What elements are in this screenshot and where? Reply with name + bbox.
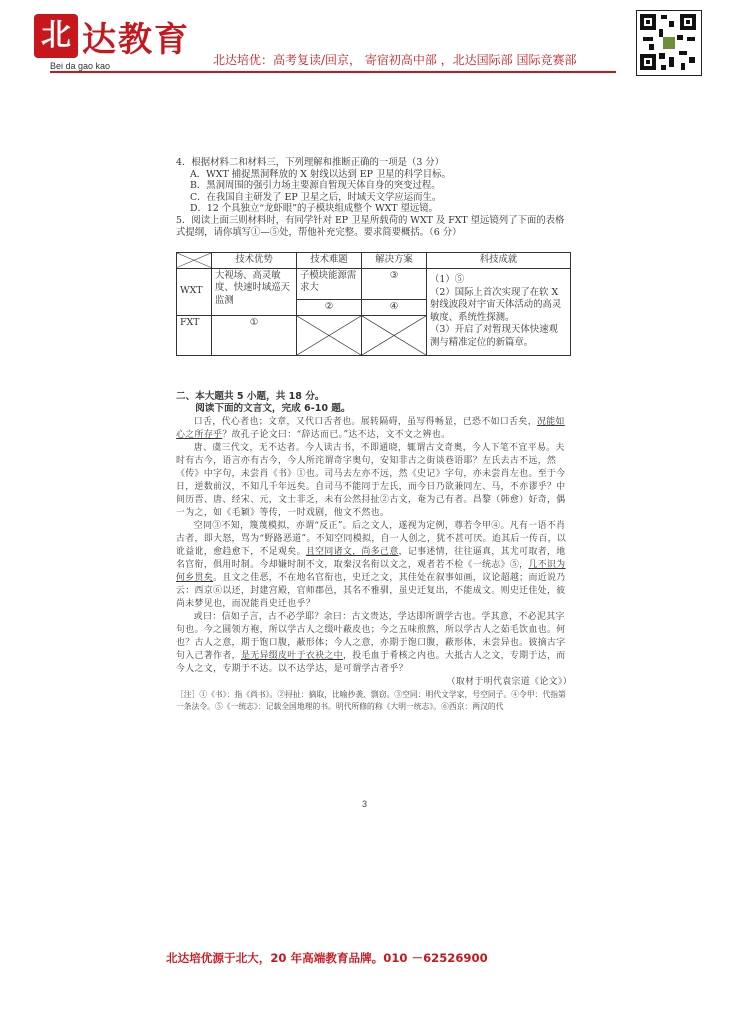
achievement-3: （3）开启了对暂现天体快速观测与精准定位的新篇章。 (430, 324, 558, 348)
section-2-instruction: 阅读下面的文言文，完成 6-10 题。 (195, 402, 351, 414)
p3-text-c: 。且文之佳恶，不在地名官衔也，史迁之文，其佳处在叙事如画，议论超越；而近说乃云：西京⑥以还，封建宫殿，官师郡邑，其名不雅驯，虽史迁复出，不能成文。则史迁佳处，彼尚未梦见也，而况能肖史迁也乎？ (176, 573, 566, 610)
table-header-solution: 解决方案 (362, 253, 427, 269)
table-header-problem: 技术难题 (297, 253, 362, 269)
blank-4-cell: ④ (362, 299, 427, 315)
p4-underlined: 是无异缀皮叶于衣袂之中 (240, 651, 343, 662)
header-rule (50, 71, 616, 73)
section-2 (176, 391, 572, 713)
q4-option-b: B．黑洞周围的强引力场主要源自暂现天体自身的突变过程。 (190, 180, 441, 192)
p3-underlined-1: 且空同诸文，尚多己意 (305, 547, 399, 558)
blank-3-cell: ③ (362, 268, 427, 299)
passage-paragraph-4 (176, 611, 572, 676)
q4-option-a: A．WXT 捕捉黑洞释放的 X 射线以达到 EP 卫星的科学目标。 (190, 168, 451, 180)
q4-stem: 4．根据材料二和材料三，下列理解和推断正确的一项是（3 分） (176, 157, 445, 168)
p3-text-b: ，记事述情，往往逼真，其尤可取者，地名官衔，俱用时制。今却嫌时制不文，取秦汉名衔以文之，观者若不检《一统志》⑤， (176, 547, 566, 571)
table-row-label-wxt: WXT (177, 268, 212, 315)
logo-mark: 北 (34, 14, 78, 58)
p3-underlined-2: 几不识为何乡贯矣 (176, 560, 566, 584)
outline-table (176, 252, 571, 356)
qr-code-icon (636, 10, 702, 76)
crossed-cell-problem (297, 315, 362, 355)
q4-option-c: C．在我国自主研发了 EP 卫星之后，时域天文学应运而生。 (190, 191, 442, 203)
passage-paragraph-2: 唐、虞三代文，无不达者。今人读古书，不即通晓，辄谓古文奇奥，今人下笔不宜平易。夫时有古今，语言亦有古今，今人所诧谓奇字奥句，安知非古之街谈巷语耶？左氏去古不远，然《传》中字句，未尝肖《书》①也。司马去左亦不远，然《史记》字句，亦未尝肖左也。至于今日，逆数前汉，不知几千年远矣。自司马不能同于左氏，而今日乃欲兼同左、马，不亦谬乎？中间历晋、唐、经宋、元，文士非乏，未有公然挦扯②古文，奄为己有者。昌黎（韩愈）好奇，偶一为之，如《毛颖》等传，一时戏剧，他文不然也。 (176, 443, 566, 519)
passage-paragraph-1 (176, 416, 572, 442)
p4-text-a: 或曰：信如子言，古不必学耶？余曰：古文贵达，学达即所谓学古也。学其意，不必泥其字句也。今之圆领方袍，所以学古人之缀叶蔽皮也；今之五味煎熬，所以学古人之茹毛饮血也。何也？古人之意，期于饱口腹，蔽形体；今人之意，亦期于饱口腹，蔽形体，未尝异也。彼摘古字句入己著作者， (176, 612, 566, 662)
q5-stem-line-2: 式提纲，请你填写①—⑤处，帮他补充完整。要求简要概括。（6 分） (176, 226, 462, 238)
table-row-label-fxt: FXT (177, 315, 212, 355)
table-header-advantage: 技术优势 (212, 253, 297, 269)
wxt-problem-cell: 子模块能源需求大 (297, 268, 362, 299)
q4-option-d: D．12 个具独立“龙虾眼”的子模块组成整个 WXT 望远镜。 (190, 203, 439, 215)
p1-text-c: ？故孔子论文曰：“辞达而已。”达不达，文不文之辨也。 (222, 430, 451, 441)
section-2-heading: 二、本大题共 5 小题，共 18 分。 (176, 391, 325, 402)
page-number: 3 (362, 799, 368, 809)
achievement-1: （1）⑤ (430, 274, 465, 285)
passage-notes: ［注］①《书》：指《尚书》。②挦扯：摘取，比喻抄袭、剽窃。③空同：明代文学家，号空同子。④令甲：代指第一条法令。⑤《一统志》：记载全国地理的书。明代所修的称《大明一统志》。⑥西京：两汉的代 (176, 690, 566, 712)
logo-text: 达教育 (82, 20, 190, 60)
q5-stem-line-1: 5．阅读上面三则材料时，有同学针对 EP 卫星所载荷的 WXT 及 FXT 望远镜列了下面的表格 (176, 214, 565, 226)
achievement-2: （2）国际上首次实现了在软 X 射线波段对宇宙天体活动的高灵敏度、系统性探测。 (430, 286, 562, 323)
table-corner-cell (177, 253, 212, 269)
crossed-cell-solution (362, 315, 427, 355)
blank-2-cell: ② (297, 299, 362, 315)
question-4 (176, 157, 572, 238)
header-tagline: 北达培优：高考复读/回京， 寄宿初高中部 ，北达国际部 国际竞赛部 (213, 53, 577, 67)
table-header-achievement: 科技成就 (427, 253, 571, 269)
blank-1-cell: ① (212, 315, 297, 355)
achievement-cell (427, 268, 571, 355)
p4-text-b: ，投毛血于肴核之内也。大抵古人之文，专期于达，而今人之文，专期于不达。以不达学达，是可谓学古者乎？ (176, 651, 566, 675)
wxt-advantage-cell: 大视场、高灵敏度、快速时域巡天监测 (212, 268, 297, 315)
footer-slogan: 北达培优源于北大，20 年高端教育品牌。010 －62526900 (166, 951, 488, 965)
p1-text-a: 口舌，代心者也；文章，又代口舌者也。展转隔碍，虽写得畅显，已恐不如口舌矣， (193, 417, 537, 428)
p3-text-a: 空同③不知，篾蔑模拟，亦谓“反正”。后之文人，遂视为定例，尊若令甲④。凡有一语不肖古者，即大怒，骂为“野路恶道”。不知空同模拟，自一人创之，犹不甚可厌。迨其后一传百，以讹益讹，愈趋愈下，不足观矣。 (176, 521, 567, 558)
p1-underlined: 况能如心之所存乎 (176, 417, 565, 441)
passage-source: （取材于明代袁宗道《论文》） (446, 677, 572, 688)
logo-pinyin: Bei da gao kao (50, 61, 111, 71)
passage-paragraph-3 (176, 520, 572, 611)
